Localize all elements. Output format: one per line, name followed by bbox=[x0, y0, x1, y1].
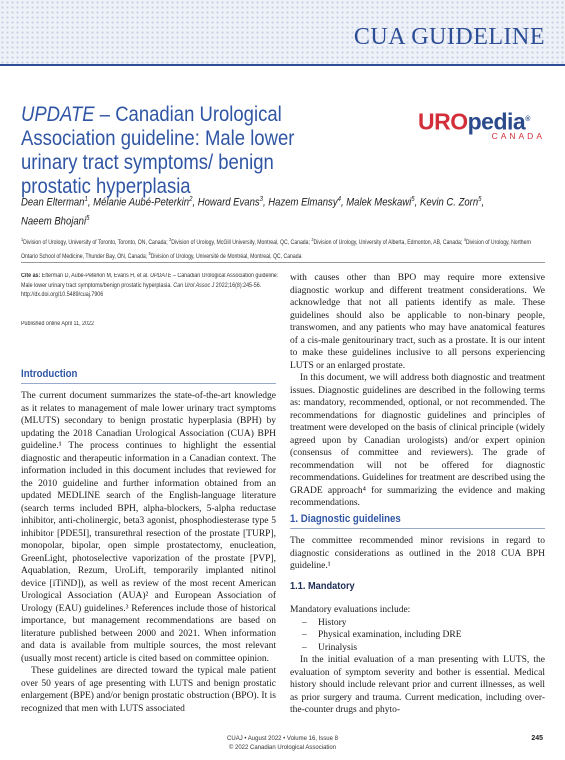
logo-pedia: pedia bbox=[467, 108, 526, 135]
intro-heading: Introduction bbox=[21, 368, 78, 380]
cite-journal: Can Urol Assoc J bbox=[173, 282, 215, 289]
author-name: Dean Elterman bbox=[21, 196, 85, 209]
author-name: Mélanie Aubé-Peterkin bbox=[93, 196, 190, 209]
author-name: Kevin C. Zorn bbox=[419, 196, 479, 209]
diagnostic-paragraph: The committee recommended minor revisions in regard to diagnostic considerations as outlined in the 2018 CUA BPH guideline.¹ bbox=[290, 536, 545, 571]
diagnostic-rule bbox=[290, 528, 545, 529]
affiliation-text: Division of Urology, McGill University, Montreal, QC, Canada; bbox=[171, 240, 312, 246]
page-footer bbox=[0, 735, 565, 753]
author-affiliation-number: 3 bbox=[259, 196, 264, 203]
intro-paragraph-2: These guidelines are directed toward the typical male patient over 50 years of age presenting with LUTS and benign prostatic enlargement (BPE) and/or benign prostatic obstruction (BPO). It is recognized that men with LUTS associated bbox=[21, 666, 276, 714]
affiliation-number: 2 bbox=[169, 237, 172, 242]
logo-registered: ® bbox=[525, 116, 530, 123]
mandatory-intro: Mandatory evaluations include: bbox=[290, 605, 411, 615]
diagnostic-intro bbox=[290, 535, 545, 573]
list-item: – Urinalysis bbox=[318, 642, 545, 655]
affiliation-number: 5 bbox=[148, 250, 151, 256]
author-name: Malek Meskawi bbox=[346, 196, 412, 209]
mandatory-section bbox=[290, 604, 545, 717]
affiliation-number: 3 bbox=[311, 237, 314, 242]
diagnostic-heading: 1. Diagnostic guidelines bbox=[290, 513, 401, 525]
author-name: Naeem Bhojani bbox=[21, 215, 87, 228]
author-affiliation-number: 5 bbox=[411, 196, 415, 203]
author-affiliation-number: 1 bbox=[84, 196, 88, 203]
affiliation-number: 4 bbox=[463, 237, 466, 242]
cite-text-2: – Canadian Urological Association guideline: Male lower urinary tract symptoms/benign prostatic hyperplasia. bbox=[21, 273, 279, 289]
footer-issue: CUAJ • August 2022 • Volume 16, Issue 8 bbox=[227, 736, 338, 742]
cite-italic: UPDATE bbox=[150, 273, 172, 279]
title-italic: UPDATE bbox=[21, 102, 95, 126]
title-rest: – Canadian Urological Association guideline: Male lower urinary tract symptoms/ benign prostatic hyperplasia bbox=[21, 102, 295, 198]
affiliation-text: Division of Urology, University of Alberta, Edmonton, AB, Canada; bbox=[313, 240, 464, 246]
list-item: – Physical examination, including DRE bbox=[318, 629, 545, 642]
author-name: Hazem Elmansy bbox=[268, 196, 338, 209]
page-number: 245 bbox=[531, 735, 543, 742]
author-name: Howard Evans bbox=[197, 196, 260, 209]
logo-subtitle: CANADA bbox=[491, 131, 545, 141]
mandatory-paragraph: In the initial evaluation of a man presenting with LUTS, the evaluation of symptom severity and bother is essential. Medical history should include relevant prior and current illnesses, as well as prior surgery and trauma. Current medication, including over-the-counter drugs and phyto- bbox=[290, 655, 545, 715]
cite-text-1: Elterman D, Aubé-Peterkin M, Evans H, et al. bbox=[40, 273, 151, 279]
intro-paragraph-1: The current document summarizes the state-of-the-art knowledge as it relates to management of male lower urinary tract symptoms (MLUTS) secondary to benign prostatic hyperplasia (BPH) by updating the 2018 Canadian Urological Association (CUA) BPH guideline.¹ The process continues to highlight the essential diagnostic and therapeutic information in a Canadian context. The information included in this document includes that reviewed for the 2010 guideline and further information obtained from an updated MEDLINE search of the English-language literature (search terms included BPH, alpha-blockers, 5-alpha reductase inhibitor, anti-cholinergic, beta3 agonist, phosphodiesterase type 5 inhibitor [PDE5I], transurethral resection of the prostate [TURP], monopolar, bipolar, open simple prostatectomy, enucleation, GreenLight, photoselective vaporization of the prostate [PVP], Aquablation, Rezum, UroLift, temporarily implanted nitinol device [iTiND]), as well as review of the most recent American Urological Association (AUA)² and European Association of Urology (EAU) guidelines.³ References include those of historical importance, but management recommendations are based on literature published between 2000 and 2021. When information and data is available from multiple sources, the most relevant (usually most recent) article is cited based on committee opinion. bbox=[21, 391, 276, 664]
published-date: Published online April 11, 2022 bbox=[21, 321, 94, 327]
author-affiliation-number: 2 bbox=[189, 196, 193, 203]
affiliation-text: Division of Urology, Northern Ontario School of Medicine, Thunder Bay, ON, Canada; bbox=[21, 240, 532, 260]
article-title bbox=[21, 102, 339, 198]
intro-rule bbox=[21, 383, 276, 384]
mandatory-list bbox=[290, 617, 545, 655]
list-item: – History bbox=[318, 617, 545, 630]
author-affiliation-number: 4 bbox=[337, 196, 341, 203]
citation bbox=[21, 272, 288, 301]
right-paragraph-2: In this document, we will address both diagnostic and treatment issues. Diagnostic guidelines are described in the following terms as: mandatory, recommended, optional, or not recommended. The recommendations for diagnostic guidelines and principles of treatment were developed on the basis of clinical principle (widely agreed upon by Canadian urologists) and/or expert opinion (consensus of committee and reviewers). The grade of recommendation will not be offered for diagnostic recommendations. Guidelines for treatment are described using the GRADE approach⁴ for summarizing the evidence and making recommendations. bbox=[290, 373, 545, 508]
affiliation-text: Division of Urology, Université de Montréal, Montreal, QC, Canada bbox=[150, 253, 302, 260]
author-affiliation-number: 5 bbox=[478, 196, 482, 203]
banner-label: CUA GUIDELINE bbox=[353, 24, 545, 50]
author-list: Dean Elterman$^1$, Mélanie Aubé-Peterkin$^2$, Howard Evans$^3$, Hazem Elmansy$^4$, Malek Meskawi$^5$, Kevin C. Zorn$^5$, Naeem Bhojani$^5$ bbox=[21, 196, 485, 228]
mandatory-heading: 1.1. Mandatory bbox=[290, 580, 355, 592]
cite-text-3: 2022;16(8):245-56. http://dx.doi.org/10.5489/cuaj.7906 bbox=[21, 282, 262, 298]
author-affiliation-number: 5 bbox=[86, 215, 90, 223]
footer-copyright: © 2022 Canadian Urological Association bbox=[228, 745, 337, 751]
right-paragraph-1: with causes other than BPO may require more extensive diagnostic workup and different treatment considerations. We acknowledge that not all patients identify as male. These guidelines should also be applicable to non-binary people, transwomen, and any patients who may have anatomical features of a cis-male genitourinary tract, such as a prostate. It is our intent to make these guidelines inclusive to all persons experiencing LUTS or an enlarged prostate. bbox=[290, 273, 545, 371]
banner-divider bbox=[0, 64, 565, 66]
left-column bbox=[21, 390, 276, 715]
uropedia-logo bbox=[418, 108, 548, 144]
cite-label: Cite as: bbox=[21, 273, 41, 279]
logo-uro: URO bbox=[418, 108, 468, 135]
affiliation-number: 1 bbox=[21, 237, 24, 242]
affiliation-text: Division of Urology, University of Toronto, Toronto, ON, Canada; bbox=[23, 240, 170, 246]
right-column-top bbox=[290, 272, 545, 510]
affiliations bbox=[21, 235, 547, 262]
header-divider bbox=[21, 262, 545, 263]
